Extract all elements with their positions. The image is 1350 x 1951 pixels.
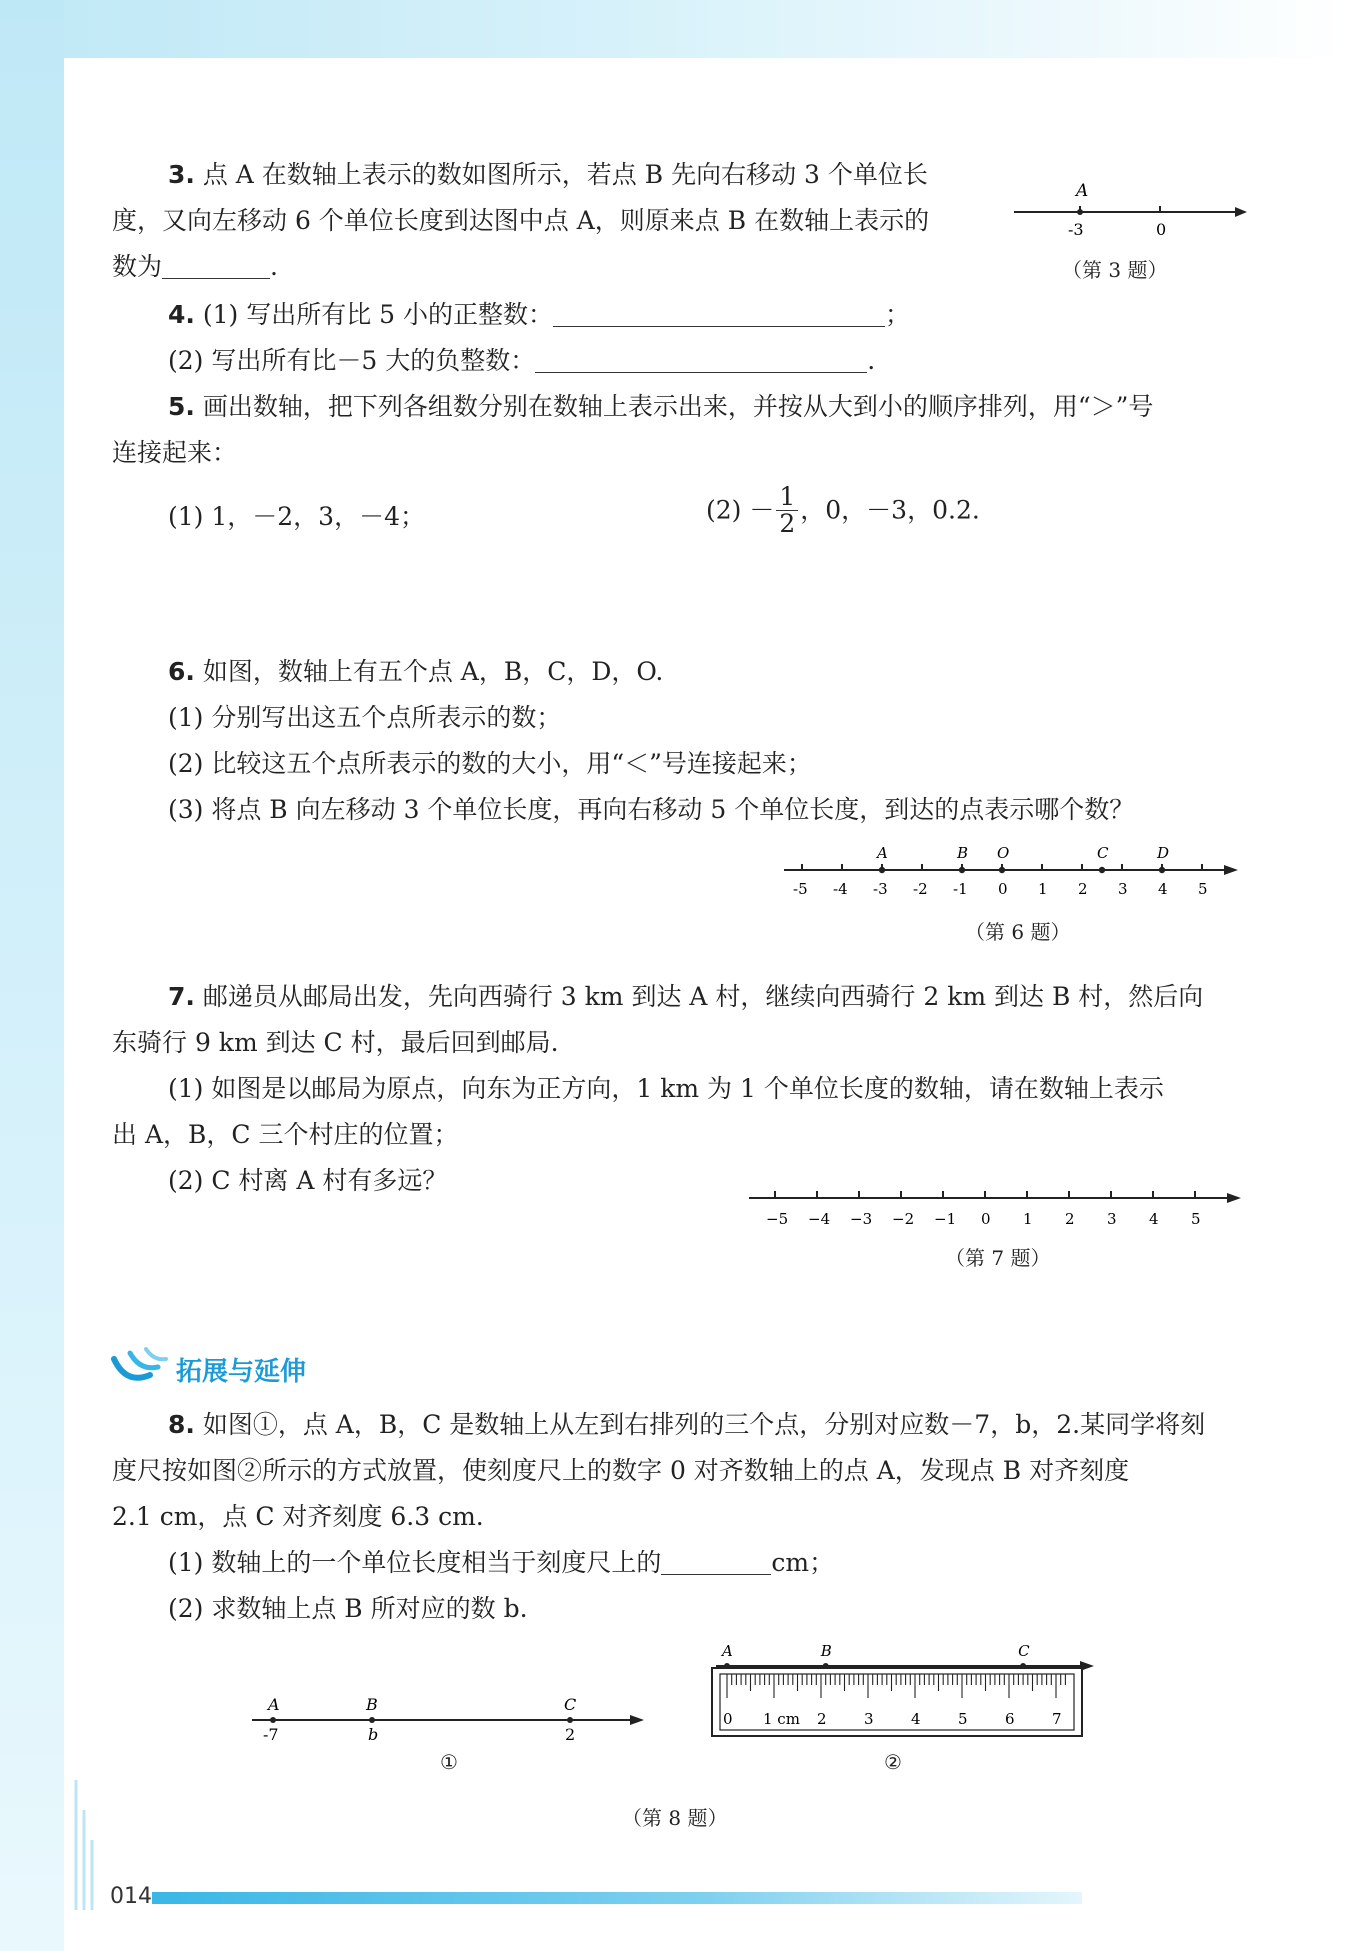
left-decor-band: [0, 0, 64, 1951]
q8-fig1-value-a: -7: [263, 1725, 279, 1744]
q8-part1: [168, 1546, 834, 1580]
top-decor-band: [0, 0, 1350, 58]
q6-number: 6.: [168, 657, 195, 686]
q4-part2-end: .: [867, 346, 876, 375]
q3-point-a: [1077, 209, 1083, 215]
q8-line3: 2.1 cm，点 C 对齐刻度 6.3 cm.: [112, 1502, 484, 1531]
q4-part1-blank[interactable]: [553, 302, 885, 327]
q5-text-1: 画出数轴，把下列各组数分别在数轴上表示出来，并按从大到小的顺序排列，用“＞”号: [202, 392, 1154, 421]
q8-fig1-arrow: [630, 1715, 644, 1725]
q3-line3: [112, 250, 278, 284]
q3-text-1: 点 A 在数轴上表示的数如图所示，若点 B 先向右移动 3 个单位长: [202, 160, 928, 189]
q3-number: 3.: [168, 160, 195, 189]
q4-part2: [168, 344, 875, 378]
q7-tick-label: −4: [808, 1210, 831, 1228]
q6-point-o: [999, 867, 1005, 873]
q7-tick-label: 4: [1149, 1210, 1159, 1228]
q7-number-line: [745, 1176, 1245, 1232]
q3-text-3: 数为: [112, 252, 163, 281]
footer-bar: [152, 1892, 1082, 1904]
q6-arrow: [1224, 865, 1238, 875]
q8-fig1-number-line: [248, 1690, 648, 1750]
q6-point-label: O: [997, 844, 1010, 862]
q3-caption: （第 3 题）: [1062, 258, 1168, 282]
q8-fig1-value-c: 2: [565, 1725, 576, 1744]
q8-fig2-point-b: [823, 1663, 829, 1669]
q3-answer-blank[interactable]: [162, 254, 270, 279]
q5-line1: [168, 390, 1153, 424]
q7-number: 7.: [168, 982, 195, 1011]
q3-label-a: A: [1076, 181, 1089, 201]
q6-tick-label: -2: [913, 880, 928, 898]
q6-caption: （第 6 题）: [965, 920, 1071, 944]
q8-part1-blank[interactable]: [661, 1550, 771, 1575]
q3-tick-label-2: 0: [1156, 220, 1167, 239]
q8-fig2-point-label: B: [820, 1642, 832, 1660]
q8-fig1-label-a: A: [268, 1695, 280, 1714]
q6-number-line: [780, 838, 1240, 908]
q5-part2-suffix: ，0，－3，0.2.: [800, 495, 980, 525]
q6-point-label: B: [957, 844, 969, 862]
q7-text-1: 邮递员从邮局出发，先向西骑行 3 km 到达 A 村，继续向西骑行 2 km 到达 B 村，然后向: [202, 982, 1204, 1011]
q3-period: .: [270, 252, 278, 281]
q8-fig2-ruler: [700, 1640, 1100, 1740]
q6-part2: (2) 比较这五个点所表示的数的大小，用“＜”号连接起来；: [168, 749, 812, 778]
q5-part2-prefix: (2) －: [706, 495, 775, 525]
q3-arrow: [1235, 207, 1247, 217]
q8-fig2-point-label: A: [722, 1642, 733, 1660]
q4-part1-end: ；: [885, 300, 911, 329]
ruler-label: 0: [723, 1710, 733, 1728]
q8-number: 8.: [168, 1410, 195, 1439]
q6-tick-label: -3: [873, 880, 888, 898]
q5-fraction: [776, 484, 798, 537]
q6-line1: [168, 655, 663, 689]
q8-fig1-label-c: C: [564, 1695, 577, 1714]
q5-number: 5.: [168, 392, 195, 421]
q7-part1b: 出 A，B，C 三个村庄的位置；: [112, 1120, 459, 1149]
q6-tick-label: 2: [1078, 880, 1088, 898]
wave-icon: [110, 1345, 170, 1389]
q8-line1: [168, 1408, 1205, 1442]
ruler-label: 6: [1005, 1710, 1015, 1728]
q4-number: 4.: [168, 300, 195, 329]
q7-caption: （第 7 题）: [945, 1246, 1051, 1270]
q6-tick-label: -5: [793, 880, 808, 898]
q8-fig1-value-b: b: [368, 1725, 379, 1744]
q5-frac-denominator: 2: [779, 509, 796, 538]
q8-fig1-point-a: [270, 1717, 276, 1723]
ruler-label: 3: [864, 1710, 874, 1728]
q6-point-c: [1099, 867, 1105, 873]
q6-point-a: [879, 867, 885, 873]
q5-line2: 连接起来：: [112, 438, 238, 467]
q5-part2: [706, 484, 980, 537]
ruler-label: 7: [1052, 1710, 1062, 1728]
q6-text-1: 如图，数轴上有五个点 A，B，C，D，O.: [202, 657, 664, 686]
q3-line1: [168, 158, 928, 192]
q8-fig1-label-b: B: [366, 1695, 378, 1714]
q6-tick-label: 0: [998, 880, 1008, 898]
q8-line2: 度尺按如图②所示的方式放置，使刻度尺上的数字 0 对齐数轴上的点 A，发现点 B 对齐刻度: [112, 1456, 1130, 1485]
q7-tick-label: −1: [934, 1210, 957, 1228]
q7-tick-label: 1: [1023, 1210, 1033, 1228]
ruler-label: 1 cm: [763, 1710, 800, 1728]
q6-point-d: [1159, 867, 1165, 873]
q8-fig2-caption: ②: [884, 1750, 902, 1774]
q7-tick-label: −3: [850, 1210, 873, 1228]
q7-tick-label: 3: [1107, 1210, 1117, 1228]
q7-tick-label: −2: [892, 1210, 915, 1228]
q6-tick-label: 3: [1118, 880, 1128, 898]
q6-part1: (1) 分别写出这五个点所表示的数；: [168, 703, 562, 732]
q3-line2: 度，又向左移动 6 个单位长度到达图中点 A，则原来点 B 在数轴上表示的: [112, 206, 930, 235]
q3-number-line: [1010, 178, 1250, 248]
q7-tick-label: 5: [1191, 1210, 1201, 1228]
q6-tick-label: -1: [953, 880, 968, 898]
section-header: [110, 1345, 307, 1389]
q5-frac-numerator: 1: [776, 484, 798, 511]
q7-tick-label: 2: [1065, 1210, 1075, 1228]
q7-line1: [168, 980, 1203, 1014]
q7-arrow: [1227, 1193, 1241, 1203]
section-title-text: 拓展与延伸: [176, 1357, 307, 1387]
q8-fig1-point-c: [567, 1717, 573, 1723]
q6-point-label: A: [877, 844, 888, 862]
ruler-label: 2: [817, 1710, 827, 1728]
q7-tick-label: −5: [766, 1210, 789, 1228]
q6-point-label: C: [1097, 844, 1109, 862]
ruler-label: 4: [911, 1710, 921, 1728]
q5-part1: (1) 1，－2，3，－4；: [168, 502, 425, 531]
q8-caption: （第 8 题）: [622, 1806, 728, 1830]
q4-part1: [168, 298, 910, 332]
q6-part3: (3) 将点 B 向左移动 3 个单位长度，再向右移动 5 个单位长度，到达的点表示哪个数？: [168, 795, 1135, 824]
q7-part2: (2) C 村离 A 村有多远？: [168, 1166, 448, 1195]
q6-tick-label: 1: [1038, 880, 1048, 898]
q8-part2: (2) 求数轴上点 B 所对应的数 b.: [168, 1594, 528, 1623]
q6-tick-label: -4: [833, 880, 848, 898]
q4-part1-text: (1) 写出所有比 5 小的正整数：: [202, 300, 554, 329]
q6-tick-label: 4: [1158, 880, 1168, 898]
q7-line2: 东骑行 9 km 到达 C 村，最后回到邮局.: [112, 1028, 559, 1057]
q8-fig1-point-b: [369, 1717, 375, 1723]
page-number: 014: [110, 1884, 152, 1909]
q3-tick-label-1: -3: [1068, 220, 1084, 239]
q4-part2-text: (2) 写出所有比－5 大的负整数：: [168, 346, 536, 375]
q7-part1a: (1) 如图是以邮局为原点，向东为正方向，1 km 为 1 个单位长度的数轴，请在数轴上表示: [168, 1074, 1164, 1103]
q6-point-b: [959, 867, 965, 873]
q8-fig2-point-a: [724, 1663, 730, 1669]
q6-tick-label: 5: [1198, 880, 1208, 898]
q8-fig2-point-label: C: [1018, 1642, 1030, 1660]
q4-part2-blank[interactable]: [535, 348, 867, 373]
q7-tick-label: 0: [981, 1210, 991, 1228]
q6-point-label: D: [1157, 844, 1170, 862]
q8-part1-unit: cm；: [771, 1548, 835, 1577]
footer-decor-lines: [74, 1780, 104, 1910]
q8-part1-text: (1) 数轴上的一个单位长度相当于刻度尺上的: [168, 1548, 662, 1577]
q8-fig2-point-c: [1020, 1663, 1026, 1669]
q8-text-1: 如图①，点 A，B，C 是数轴上从左到右排列的三个点，分别对应数－7，b，2.某同学将刻: [202, 1410, 1206, 1439]
q8-fig1-caption: ①: [440, 1750, 458, 1774]
ruler-label: 5: [958, 1710, 968, 1728]
